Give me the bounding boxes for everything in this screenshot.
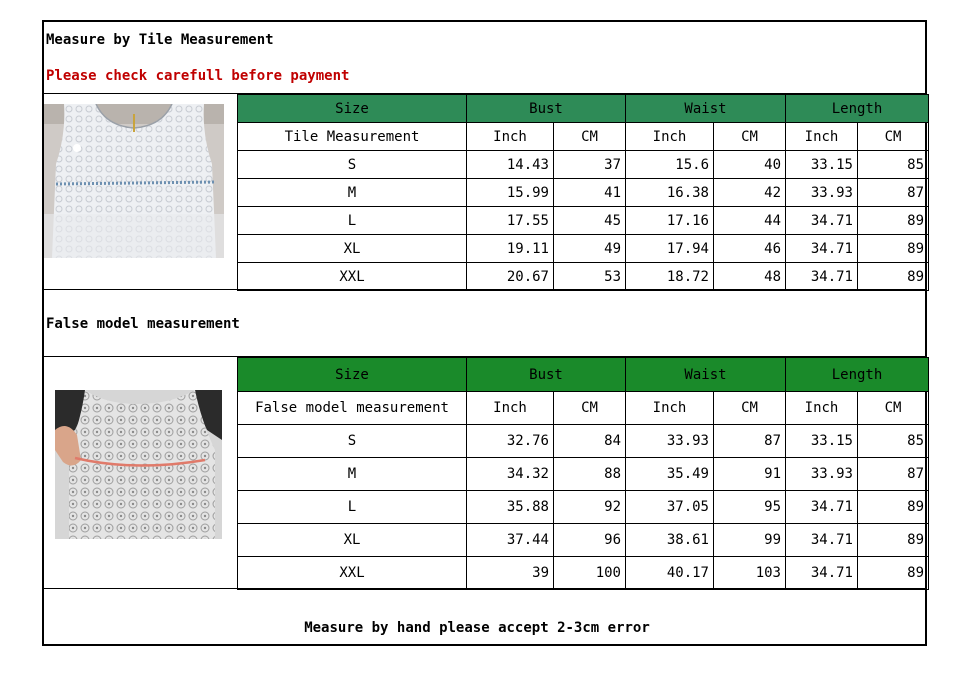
table-row [238, 458, 929, 491]
unit-header: Inch [626, 123, 714, 151]
value-cell: 96 [554, 524, 626, 557]
unit-header: Inch [467, 392, 554, 425]
size-cell: S [238, 151, 467, 179]
value-cell: 89 [858, 263, 929, 291]
page-title: Measure by Tile Measurement [46, 32, 274, 48]
size-cell: M [238, 179, 467, 207]
value-cell: 32.76 [467, 425, 554, 458]
length-header: Length [786, 95, 929, 123]
size-cell: XXL [238, 557, 467, 590]
table-row [238, 179, 929, 207]
value-cell: 37.44 [467, 524, 554, 557]
value-cell: 42 [714, 179, 786, 207]
value-cell: 88 [554, 458, 626, 491]
measurement-error-note: Measure by hand please accept 2-3cm error [304, 620, 650, 636]
value-cell: 40 [714, 151, 786, 179]
size-cell: XL [238, 524, 467, 557]
size-header: Size [238, 95, 467, 123]
value-cell: 34.71 [786, 557, 858, 590]
divider [237, 357, 238, 589]
value-cell: 34.71 [786, 524, 858, 557]
unit-header: Inch [467, 123, 554, 151]
table-row [238, 151, 929, 179]
mannequin-dress-photo [55, 390, 222, 539]
unit-header: Inch [786, 123, 858, 151]
size-cell: L [238, 491, 467, 524]
length-header: Length [786, 358, 929, 392]
value-cell: 37 [554, 151, 626, 179]
value-cell: 17.94 [626, 235, 714, 263]
value-cell: 89 [858, 524, 929, 557]
false-model-measurement-table [237, 357, 929, 590]
value-cell: 38.61 [626, 524, 714, 557]
divider [237, 94, 238, 290]
value-cell: 53 [554, 263, 626, 291]
value-cell: 45 [554, 207, 626, 235]
unit-header: CM [858, 392, 929, 425]
value-cell: 33.93 [786, 458, 858, 491]
value-cell: 17.16 [626, 207, 714, 235]
flat-dress-photo [44, 104, 224, 258]
unit-header: Inch [626, 392, 714, 425]
value-cell: 35.88 [467, 491, 554, 524]
section-title: False model measurement [46, 316, 240, 332]
value-cell: 87 [858, 458, 929, 491]
waist-header: Waist [626, 95, 786, 123]
value-cell: 33.15 [786, 425, 858, 458]
value-cell: 49 [554, 235, 626, 263]
value-cell: 103 [714, 557, 786, 590]
size-cell: XXL [238, 263, 467, 291]
table-row [238, 425, 929, 458]
method-label: Tile Measurement [238, 123, 467, 151]
value-cell: 92 [554, 491, 626, 524]
value-cell: 15.99 [467, 179, 554, 207]
bust-header: Bust [467, 95, 626, 123]
value-cell: 40.17 [626, 557, 714, 590]
value-cell: 44 [714, 207, 786, 235]
size-cell: M [238, 458, 467, 491]
value-cell: 41 [554, 179, 626, 207]
value-cell: 33.93 [786, 179, 858, 207]
value-cell: 17.55 [467, 207, 554, 235]
table-row [238, 235, 929, 263]
size-cell: XL [238, 235, 467, 263]
value-cell: 89 [858, 235, 929, 263]
value-cell: 19.11 [467, 235, 554, 263]
value-cell: 34.71 [786, 263, 858, 291]
unit-header: CM [554, 123, 626, 151]
table-row [238, 557, 929, 590]
table-row [238, 263, 929, 291]
value-cell: 87 [714, 425, 786, 458]
value-cell: 33.15 [786, 151, 858, 179]
value-cell: 84 [554, 425, 626, 458]
value-cell: 85 [858, 151, 929, 179]
value-cell: 48 [714, 263, 786, 291]
value-cell: 35.49 [626, 458, 714, 491]
value-cell: 91 [714, 458, 786, 491]
value-cell: 20.67 [467, 263, 554, 291]
size-cell: L [238, 207, 467, 235]
value-cell: 87 [858, 179, 929, 207]
table-row [238, 491, 929, 524]
unit-header: CM [714, 392, 786, 425]
value-cell: 89 [858, 207, 929, 235]
value-cell: 95 [714, 491, 786, 524]
value-cell: 18.72 [626, 263, 714, 291]
table-row [238, 207, 929, 235]
divider [43, 588, 927, 589]
value-cell: 34.71 [786, 235, 858, 263]
value-cell: 99 [714, 524, 786, 557]
value-cell: 89 [858, 557, 929, 590]
value-cell: 100 [554, 557, 626, 590]
table-row [238, 524, 929, 557]
value-cell: 33.93 [626, 425, 714, 458]
size-header: Size [238, 358, 467, 392]
value-cell: 34.71 [786, 491, 858, 524]
value-cell: 34.32 [467, 458, 554, 491]
value-cell: 46 [714, 235, 786, 263]
divider [43, 289, 927, 290]
value-cell: 34.71 [786, 207, 858, 235]
unit-header: CM [554, 392, 626, 425]
value-cell: 14.43 [467, 151, 554, 179]
unit-header: CM [858, 123, 929, 151]
value-cell: 39 [467, 557, 554, 590]
payment-warning: Please check carefull before payment [46, 68, 350, 84]
method-label: False model measurement [238, 392, 467, 425]
unit-header: CM [714, 123, 786, 151]
value-cell: 37.05 [626, 491, 714, 524]
value-cell: 16.38 [626, 179, 714, 207]
size-cell: S [238, 425, 467, 458]
bust-header: Bust [467, 358, 626, 392]
value-cell: 89 [858, 491, 929, 524]
unit-header: Inch [786, 392, 858, 425]
tile-measurement-table [237, 94, 929, 291]
value-cell: 15.6 [626, 151, 714, 179]
waist-header: Waist [626, 358, 786, 392]
value-cell: 85 [858, 425, 929, 458]
